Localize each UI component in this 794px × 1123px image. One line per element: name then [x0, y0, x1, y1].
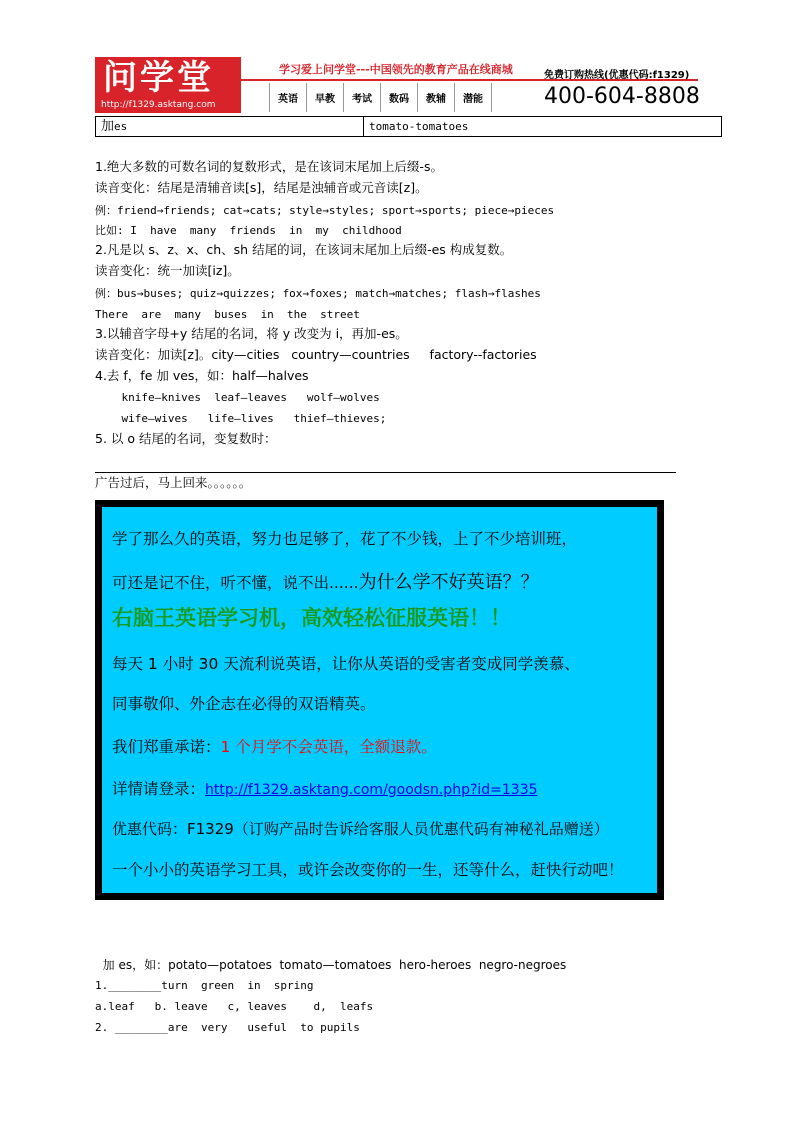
table-cell-rule-cn: 加: [101, 119, 115, 134]
example-table-row: [95, 116, 722, 137]
nav-item-tutoring[interactable]: 教辅: [417, 83, 454, 112]
rule-4-examples-a: knife—knives leaf—leaves wolf—wolves: [95, 391, 380, 404]
ad-line-2b: 为什么学不好英语？？: [358, 572, 539, 593]
ad-line-6: [112, 735, 437, 757]
o-examples: 加 es，如：potato—potatoes tomato—tomatoes hero-heroes negro-negroes: [95, 958, 567, 972]
ad-headline: 右脑王英语学习机，高效轻松征服英语！！: [112, 605, 511, 630]
rule-3: 3.以辅音字母+y 结尾的名词，将 y 改变为 i，再加-es。: [95, 326, 408, 341]
hotline-label: 免费订购热线(优惠代码:f1329): [544, 70, 690, 81]
ad-promise: 1 个月学不会英语，全额退款。: [220, 738, 437, 756]
rule-2-examples: 例：bus→buses; quiz→quizzes; fox→foxes; match→matches; flash→flashes: [95, 287, 541, 300]
question-1-options: a.leaf b. leave c, leaves d, leafs: [95, 1000, 374, 1013]
phone-number: 400-604-8808: [544, 84, 700, 109]
ad-line-1: 学了那么久的英语，努力也足够了，花了不少钱，上了不少培训班，: [112, 530, 578, 548]
rule-4: 4.去 f，fe 加 ves，如：half—halves: [95, 368, 309, 383]
question-1: 1.________turn green in spring: [95, 979, 314, 992]
logo[interactable]: [95, 57, 241, 113]
ad-intro: 广告过后，马上回来。。。。。。: [95, 475, 252, 490]
section-divider: [95, 472, 676, 473]
ad-line-4: 每天 1 小时 30 天流利说英语，让你从英语的受害者变成同学羡慕、: [112, 655, 580, 673]
nav-item-exam[interactable]: 考试: [343, 83, 380, 112]
rule-2-sentence: There are many buses in the street: [95, 308, 360, 321]
question-2: 2. ________are very useful to pupils: [95, 1021, 360, 1034]
ad-box: [95, 500, 664, 900]
rule-3-sound: 读音变化：加读[z]。city—cities country—countries factory--factories: [95, 347, 537, 362]
rule-4-examples-b: wife—wives life—lives thief—thieves;: [95, 412, 387, 425]
ad-line-7: [112, 777, 538, 799]
ad-content: [100, 505, 659, 895]
ad-line-5: 同事敬仰、外企志在必得的双语精英。: [112, 695, 376, 713]
table-cell-rule-en: es: [114, 120, 128, 133]
rule-5: 5. 以 o 结尾的名词，变复数时：: [95, 431, 277, 446]
logo-url: http://f1329.asktang.com: [101, 100, 216, 110]
ad-line-8: 优惠代码：F1329（订购产品时告诉给客服人员优惠代码有神秘礼品赠送）: [112, 820, 609, 838]
rule-2-sound: 读音变化：统一加读[iz]。: [95, 263, 240, 278]
slogan: 学习爱上问学堂---中国领先的教育产品在线商城: [279, 63, 513, 76]
nav-item-english[interactable]: 英语: [269, 83, 306, 112]
logo-text: 问学堂: [103, 58, 214, 98]
rule-1: 1.绝大多数的可数名词的复数形式，是在该词末尾加上后缀-s。: [95, 159, 443, 174]
nav-item-potential[interactable]: 潜能: [454, 83, 492, 112]
rule-1-examples: 例：friend→friends; cat→cats; style→styles; sport→sports; piece→pieces: [95, 204, 555, 217]
nav-item-digital[interactable]: 数码: [380, 83, 417, 112]
ad-line-9: 一个小小的英语学习工具，或许会改变你的一生，还等什么，赶快行动吧！: [112, 861, 624, 879]
rule-1-sound: 读音变化：结尾是清辅音读[s]，结尾是浊辅音或元音读[z]。: [95, 180, 428, 195]
table-cell-rule: [96, 117, 364, 136]
ad-line-2: [112, 568, 539, 594]
rule-2: 2.凡是以 s、z、x、ch、sh 结尾的词，在该词末尾加上后缀-es 构成复数。: [95, 242, 513, 257]
table-cell-example: tomato-tomatoes: [369, 120, 469, 133]
ad-promise-label: 我们郑重承诺：: [112, 738, 221, 756]
nav-item-early-education[interactable]: 早教: [306, 83, 343, 112]
rule-1-sentence: 比如: I have many friends in my childhood: [95, 224, 402, 237]
ad-line-2a: 可还是记不住，听不懂，说不出......: [112, 574, 359, 592]
ad-login-label: 详情请登录：: [112, 780, 206, 798]
ad-link[interactable]: http://f1329.asktang.com/goodsn.php?id=1335: [205, 782, 538, 798]
nav-bar: [269, 83, 492, 112]
